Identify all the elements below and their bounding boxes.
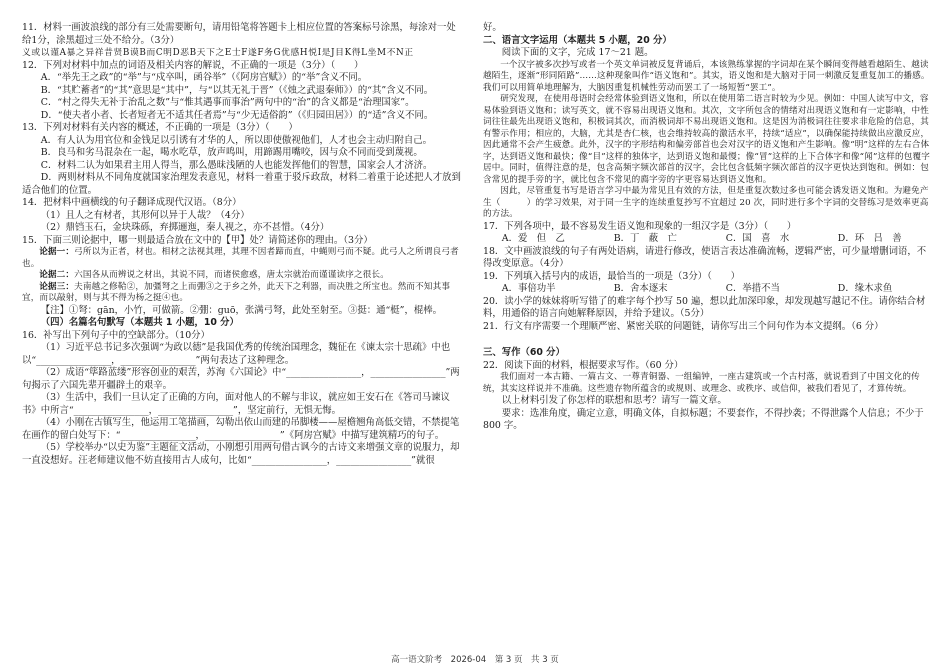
q12-option-c: C．“村之得失无补于治乱之数”与“惟其遇事而事治”两句中的“治”的含义都是“治理国家”。 xyxy=(40,97,415,108)
q17-options xyxy=(483,233,931,246)
q15-evidence-1 xyxy=(22,247,462,270)
continuation-text: 好。 xyxy=(483,22,502,33)
q12: 12．下列对材料中加点的词语及相关内容的解说，不正确的一项是（3分）（ ） xyxy=(22,59,364,71)
q20: 20．读小学的妹妹将听写错了的难字每个抄写 50 遍，想以此加深印象，却发现越写越记不住。请你结合材料，用通俗的语言向她解释原因，并给予建议。（5分） xyxy=(483,295,926,319)
q14: 14．把材料中画横线的句子翻译成现代汉语。（8分） xyxy=(22,197,242,208)
q15-evidence-3 xyxy=(22,282,462,305)
right-column xyxy=(483,22,931,433)
q15-evidence-2-label: 论据二： xyxy=(39,270,75,280)
q16-item-2: （2）成语“筚路蓝缕”形容创业的艰苦，苏洵《六国论》中“________________，________________”两句揭示了六国先辈开疆辟土的艰辛。 xyxy=(22,367,460,391)
q15-note: 【注】①弩：gān，小竹，可做箭。②弸：guō，张满弓弩，此处至射至。③挺：通“梃”，棍棒。 xyxy=(40,304,442,316)
q17-option-a: A．爱 但 乙 xyxy=(501,233,565,244)
q16: 16．补写出下列句子中的空缺部分。（10分） xyxy=(22,329,210,341)
q17-option-d: D．环 吕 善 xyxy=(837,233,902,244)
q11: 11．材料一画波浪线的部分有三处需要断句，请用铅笔将答题卡上相应位置的答案标号涂黑，每涂对一处给1分，涂黑超过三处不给分。（3分） xyxy=(22,22,456,46)
passage-paragraph-2: 研究发现，在使用母语时会经常体验到语义饱和，所以在使用第二语言时较为少见。例如：中国人读写中文，容易体验到语义饱和；读写英文，就不容易出现语义饱和。其次，文字所包含的情绪对出现语义饱和有一定影响，中性词往往最先出现语义饱和，积极词其次，而消极词却不易出现语义饱和。这是因为消极词往往要求非危险的信息，其有警示作用；相应的，大脑，尤其是杏仁核，也会维持较高的激活水平，持续“适应”，以确保能持续做出应激反应，因此通常不会产生疲惫。此外，汉字的字形结构和偏旁部首也会对汉字的语义饱和产生影响。像“明”这样的左右合体字，达到语义饱和最快；像“目”这样的独体字，达到语义饱和最慢；像“冒”这样的上下合体字和像“闻”这样的包覆字居中。同时，值得注意的是，包含高频字频次部首的汉字，会比包含低频字频次部首的汉字更快达到饱和。例如：包含常见的提手旁的字，就比包含不常见的廌字旁的字更容易达到语义饱和。 xyxy=(483,94,930,185)
q11-segment-text: 义或以谨A暴之异祥昔贤B谟B而C明D恶B天下之E士F遂F务G优感H悦I是J目K得L坐M不N正 xyxy=(22,48,414,58)
q15-evidence-3-text: 夫南越之修鞈②，加彊弩之上而弸③之于乡之外，此天下之利器，而决胜之所宝也。然而不知其事宜，而以敲射，则与其不得为杨之挺④也。 xyxy=(22,281,451,303)
q12-option-a: A．“举先王之政”的“举”与“戍卒叫，函谷举”（《阿房宫赋》）的“举”含义不同。 xyxy=(40,72,368,83)
q13-option-c: C．材料二认为如果君主用人得当，那么愚昧浅陋的人也能发挥他们的智慧，国家会人才济济。 xyxy=(40,159,433,171)
q17-option-b: B．丁 蔽 亡 xyxy=(613,233,677,244)
q19-option-b: B．舍本逐末 xyxy=(613,283,668,294)
q19-option-c: C．举措不当 xyxy=(725,283,780,294)
section-4-heading: （四）名篇名句默写（本题共 1 小题，10 分） xyxy=(40,317,239,328)
q22: 22．阅读下面的材料，根据要求写作。（60 分） xyxy=(483,359,684,371)
q13-option-d: D．两则材料从不同角度就国家治理发表意见，材料一着重于驳斥政敌，材料二着重于论述把人才放到适合他们的位置。 xyxy=(22,172,461,196)
page-footer: 高一语文阶考 2026-04 第 3 页 共 3 页 xyxy=(391,655,559,665)
q13-option-b: B．良马和劣马混杂在一起，喝水吃草，放声鸣叫，用蹄踢用嘴咬，因与众不同而受到蔑视。 xyxy=(40,147,423,158)
q16-item-1: （1）习近平总书记多次强调“为政以德”是我国优秀的传统治国理念，魏征在《谏太宗十思疏》中也以“________________，________________”两句表达了这种理念。 xyxy=(22,342,451,366)
q16-item-5: （5）学校举办“以史为鉴”主题征文活动，小刚想引用两句借古讽今的古诗文来增强文章的说服力，却一直没想好。汪老师建议他不妨直接用古人成句，比如“________________，________________”就很 xyxy=(22,442,460,466)
q13-option-a: A．有人认为用官位和金钱足以引诱有才华的人，所以即使傲视他们，人才也会主动归附自己。 xyxy=(40,134,432,146)
q14-item-1: （1）且人之有材者，其形何以异于人哉？（4分） xyxy=(40,209,250,221)
q12-option-d: D．“使夫者小者、长者短者无不适其任者焉”与“少无适俗韵”（《归园田居》）的“适”含义不同。 xyxy=(40,109,434,121)
q17-option-c: C．国 喜 水 xyxy=(725,233,790,244)
q15-evidence-1-text: 弓所以为正者，材也。相材之法视其理，其理不因者蹄而直，中蝇则弓而不疑。此弓人之所谓良弓者也。 xyxy=(22,247,459,269)
q19: 19．下列填入括号内的成语，最恰当的一项是（3分）（ ） xyxy=(483,270,740,282)
writing-material: 我们面对一本古籍、一篇古文、一尊青铜器、一组编钟，一座古建筑或一个古村落，就说看到了中国文化的传统，其实这样说并不准确。这些遗存物所蕴含的或规则、或理念、或秩序、或信仰，被我们看见了，才算传统。 xyxy=(483,372,920,394)
q16-item-4: （4）小刚在古镇写生，他运用工笔描画，勾勒出依山而建的吊脚楼——屋檐翘角高低交错，不禁提笔在画作的留白处写下：“________________，________________”《阿房宫赋》中描写建筑精巧的句子。 xyxy=(22,417,460,441)
q15-evidence-1-label: 论据一： xyxy=(39,247,75,257)
passage-paragraph-3: 因此，尽管重复书写是语言学习中最为常见且有效的方法，但是重复次数过多也可能会诱发语义饱和。为避免产生（ ）的学习效果，对于同一生字的连续重复抄写不宜超过 20 次，同时进行多个字词的交替练习是效率更高的方法。 xyxy=(483,186,929,219)
passage-paragraph-1: 一个汉字被多次抄写或者一个英文单词被反复背诵后，本该熟练掌握的字词却在某个瞬间变得越看越陌生、越读越陌生，逐渐“形同陌路”……这种现象叫作“语义饱和”。其实，语义饱和是大脑对于同一刺激反复重复加工的播感。我们可以用简单地理解为，大脑因重复机械性劳动而罢工了一场短暂“罢工”。 xyxy=(483,59,930,93)
q15-evidence-2-text: 六国各从而辨说之材出，其说不同，而诸侯愈惑，唐太宗就治而谨谨读序之很长。 xyxy=(74,270,389,280)
q15-evidence-2 xyxy=(22,270,462,282)
section-2-heading: 二、语言文字运用（本题共 5 小题，20 分） xyxy=(483,34,672,46)
writing-requirements: 要求：选准角度，确定立意，明确文体，自拟标题；不要套作，不得抄袭；不得泄露个人信息；不少于 800 字。 xyxy=(483,407,924,431)
writing-prompt: 以上材料引发了你怎样的联想和思考？请写一篇文章。 xyxy=(501,395,727,406)
q21: 21．行文有序需要一个理顺严密、紧密关联的问题链，请你写出三个问句作为本文提纲。（6 分） xyxy=(483,320,884,332)
q16-item-3: （3）生活中，我们一旦认定了正确的方向，面对他人的不解与非议，就应如王安石在《答司马谏议书》中所言“________________，________________”，坚定前行，无惧无悔。 xyxy=(22,392,450,416)
q15-evidence-3-label: 论据三： xyxy=(39,281,75,292)
reading-intro: 阅读下面的文字，完成 17～21 题。 xyxy=(501,47,654,58)
section-3-heading: 三、写作（60 分） xyxy=(483,347,565,358)
q19-option-d: D．缘木求鱼 xyxy=(837,283,893,294)
q18: 18．文中画波浪线的句子有两处语病，请进行修改，使语言表达准确流畅，逻辑严密，可少量增删词语，不得改变原意。（4分） xyxy=(483,245,927,269)
q19-option-a: A．事倍功半 xyxy=(501,283,556,294)
q14-item-2: （2）鼎铛玉石，金块珠砾，弃掷逦迤，秦人视之，亦不甚惜。（4分） xyxy=(40,222,330,233)
q15: 15．下面三则论据中，哪一则最适合放在文中的【甲】处？请简述你的理由。（3分） xyxy=(22,234,373,246)
q17: 17．下列各项中，最不容易发生语义饱和现象的一组汉字是（3分）（ ） xyxy=(483,220,797,232)
q19-options xyxy=(483,283,931,296)
left-column xyxy=(22,22,462,467)
q12-option-b: B．“其贮蓄者”的“其”意思是“其中”，与“以其无礼于晋”（《烛之武退秦师》）的“其”含义不同。 xyxy=(40,84,434,96)
q13: 13．下列对材料有关内容的概述，不正确的一项是（3分）（ ） xyxy=(22,122,298,133)
